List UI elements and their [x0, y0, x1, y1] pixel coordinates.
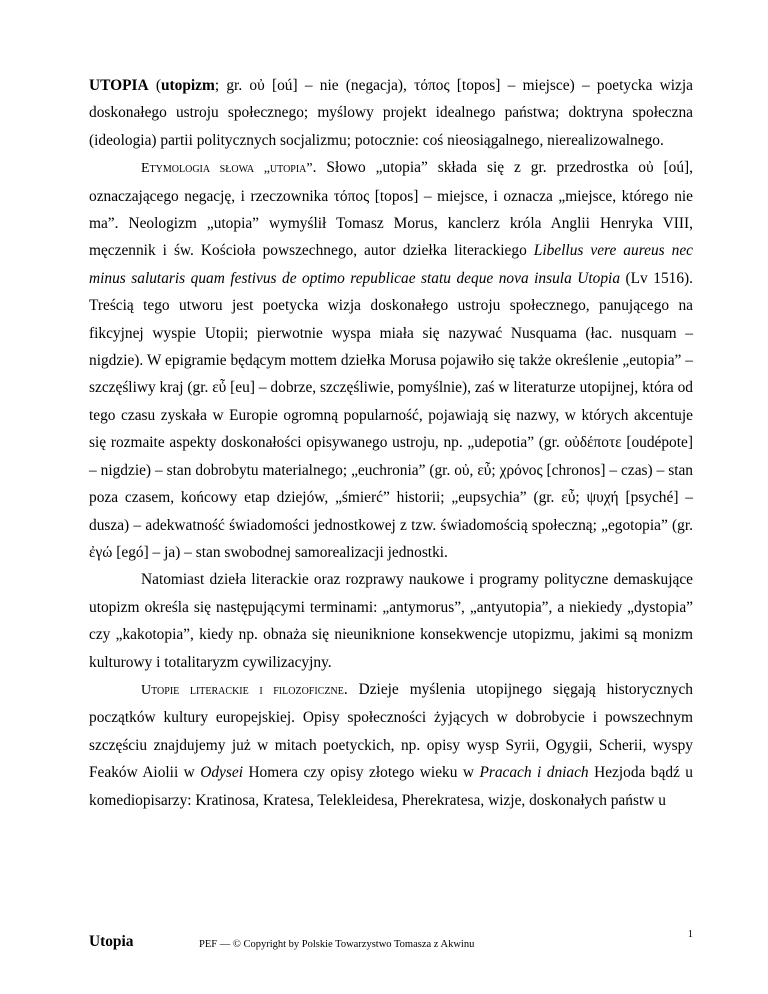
page-number: 1 [687, 929, 693, 940]
definition-text: ; gr. οὐ [oú] – nie (negacja), τόπος [topos] – miejsce) – poetycka wizja doskonałego ustroju społecznego; myślowy projekt idealnego państwa; doktryna społeczna (ideologia) partii politycznych socjalizmu; potocznie: coś nieosiągalnego, nierealizowalnego. [89, 77, 693, 149]
text-span: ( [148, 77, 161, 94]
literary-utopias-paragraph [89, 676, 693, 814]
document-body [89, 72, 693, 814]
work-title-works-and-days: Pracach i dniach [479, 764, 589, 782]
definition-paragraph [89, 72, 693, 154]
footer-title: Utopia [89, 933, 134, 950]
section-heading-literary: Utopie literackie i filozoficzne [141, 682, 344, 698]
book-title: Libellus vere aureus nec minus salutaris quam festivus de optimo republicae statu deque nova insula Utopia [89, 242, 693, 287]
antiutopia-paragraph: Natomiast dzieła literackie oraz rozprawy naukowe i programy polityczne demaskujące utopizm określa się następującymi terminami: „antymorus”, „antyutopia”, a niekiedy „dystopia” czy „kakotopia”, kiedy np. obnaża się nieuniknione konsekwencje utopizmu, jakimi są monizm kulturowy i totalitaryzm cywilizacyjny. [89, 571, 693, 671]
page-footer [89, 925, 693, 955]
text-span: . Słowo „utopia” składa się z gr. przedrostka οὐ [oú], oznaczającego negację, i rzeczownika τόπος [topos] – miejsce, i oznacza „miejsce, którego nie ma”. Neologizm „utopia” wymyślił Tomasz Morus, kanclerz króla Anglii Henryka VIII, męczennik i św. Kościoła powszechnego, autor dziełka literackiego [89, 159, 693, 260]
work-title-odyssey: Odysei [200, 764, 243, 782]
text-span: Hezjoda bądź u komediopisarzy: Kratinosa, Kratesa, Telekleidesa, Pherekratesa, wizje, doskonałych państw u [89, 764, 694, 809]
entry-term: UTOPIA [89, 77, 149, 94]
entry-term-variant: utopizm [160, 77, 215, 94]
etymology-paragraph [89, 154, 693, 566]
text-span: (Lv 1516). Treścią tego utworu jest poetycka wizja doskonałego ustroju społecznego, panującego na fikcyjnej wyspie Utopii; pierwotnie wyspa miała się nazywać Nusquama (łac. nusquam – nigdzie). W epigramie będącym mottem dziełka Morusa pojawiło się także określenie „eutopia” – szczęśliwy kraj (gr. εὖ [eu] – dobrze, szczęśliwie, pomyślnie), zaś w literaturze utopijnej, która od tego czasu zyskała w Europie ogromną popularność, pojawiają się nazwy, w których akcentuje się rozmaite aspekty doskonałości opisywanego ustroju, np. „udepotia” (gr. οὐδέποτε [oudépote] – nigdzie) – stan dobrobytu materialnego; „euchronia” (gr. οὐ, εὖ; χρόνος [chronos] – czas) – stan poza czasem, końcowy etap dziejów, „śmierć” historii; „eupsychia” (gr. εὖ; ψυχή [psyché] – dusza) – adekwatność świadomości jednostkowej z tzw. świadomością społeczną; „egotopia” (gr. ἐγώ [egó] – ja) – stan swobodnej samorealizacji jednostki. [89, 269, 694, 561]
footer-copyright: PEF — © Copyright by Polskie Towarzystwo Tomasza z Akwinu [199, 939, 475, 950]
section-heading-etymology: Etymologia słowa „utopia” [141, 161, 313, 177]
text-span: . Dzieje myślenia utopijnego sięgają historycznych początków kultury europejskiej. Opisy społeczności żyjących w dobrobycie i powszechnym szczęściu znajdujemy już w mitach poetyckich, np. opisy wysp Syrii, Ogygii, Scherii, wyspy Feaków Aiolii w [89, 680, 693, 782]
text-span: Homera czy opisy złotego wieku w [243, 764, 480, 782]
